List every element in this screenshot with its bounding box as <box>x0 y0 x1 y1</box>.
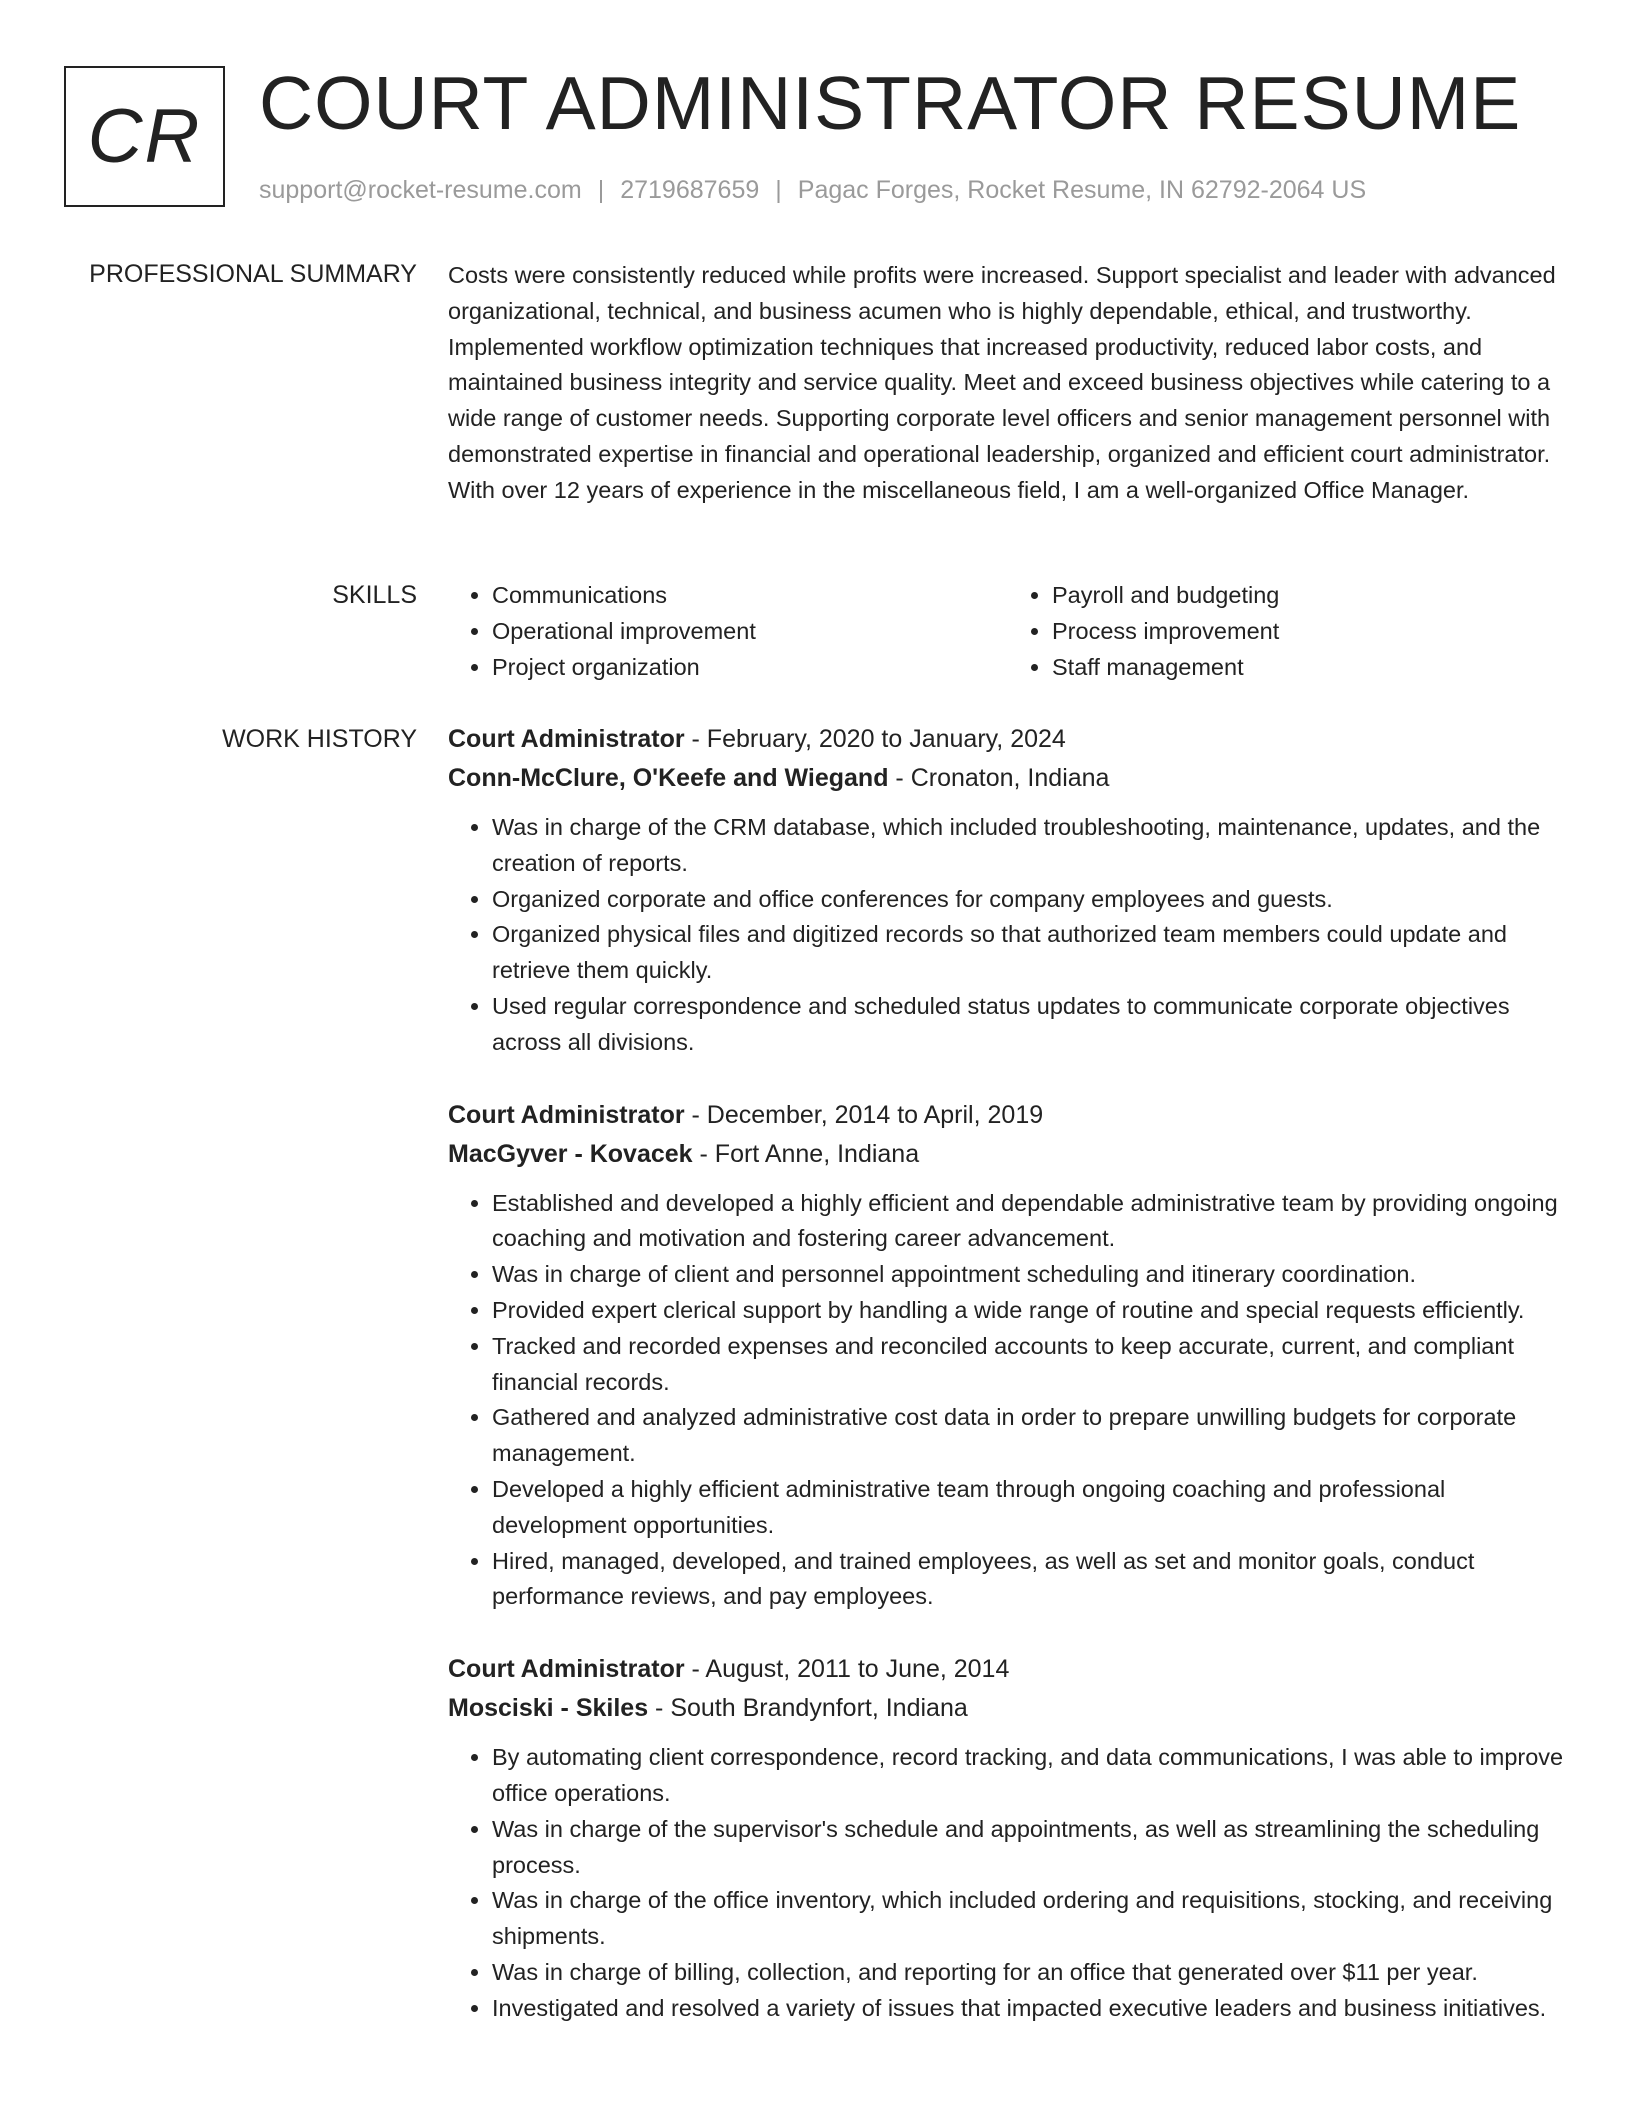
job-bullet: • Was in charge of the supervisor's schedule and appointments, as well as streamlining the scheduling process. <box>492 1812 1568 1884</box>
job-bullets <box>448 810 1568 1061</box>
job-bullet: • Gathered and analyzed administrative cost data in order to prepare unwilling budgets for corporate management. <box>492 1400 1568 1472</box>
summary-heading: PROFESSIONAL SUMMARY <box>89 260 417 288</box>
job-bullet: • Developed a highly efficient administrative team through ongoing coaching and professional development opportunities. <box>492 1472 1568 1544</box>
job-bullet: • Was in charge of the office inventory, which included ordering and requisitions, stocking, and receiving shipments. <box>492 1883 1568 1955</box>
job-bullets <box>448 1740 1568 2026</box>
job-bullet: • Provided expert clerical support by handling a wide range of routine and special requests efficiently. <box>492 1293 1568 1329</box>
job-company-line <box>448 1689 1568 1728</box>
job-bullet: • By automating client correspondence, record tracking, and data communications, I was able to improve office operations. <box>492 1740 1568 1812</box>
summary-section <box>448 258 1568 509</box>
job-bullet: • Organized corporate and office conferences for company employees and guests. <box>492 882 1568 918</box>
contact-address: Pagac Forges, Rocket Resume, IN 62792-2064 US <box>797 176 1367 204</box>
job-location: - South Brandynfort, Indiana <box>648 1694 968 1723</box>
skill-item: • Process improvement <box>1052 614 1568 650</box>
job-bullets <box>448 1186 1568 1616</box>
job-dates: - August, 2011 to June, 2014 <box>684 1655 1010 1684</box>
job-title: Court Administrator <box>448 1100 685 1129</box>
contact-email[interactable]: support@rocket-resume.com <box>259 176 582 204</box>
job-bullet: • Established and developed a highly efficient and dependable administrative team by providing ongoing coaching and motivation and fostering career advancement. <box>492 1186 1568 1258</box>
skills-list-left <box>448 578 1008 685</box>
job-bullet: • Was in charge of client and personnel appointment scheduling and itinerary coordination. <box>492 1257 1568 1293</box>
job-bullet: • Was in charge of the CRM database, which included troubleshooting, maintenance, updates, and the creation of reports. <box>492 810 1568 882</box>
job-entry <box>448 720 1568 1061</box>
work-history-section <box>448 720 1568 2062</box>
skill-item: • Operational improvement <box>492 614 1008 650</box>
contact-phone[interactable]: 2719687659 <box>620 176 760 204</box>
job-company: MacGyver - Kovacek <box>448 1139 693 1168</box>
job-bullet: • Organized physical files and digitized records so that authorized team members could update and retrieve them quickly. <box>492 917 1568 989</box>
job-title-line <box>448 1096 1568 1135</box>
job-bullet: • Investigated and resolved a variety of issues that impacted executive leaders and business initiatives. <box>492 1991 1568 2027</box>
job-bullet: • Was in charge of billing, collection, and reporting for an office that generated over $11 per year. <box>492 1955 1568 1991</box>
job-title-line <box>448 1650 1568 1689</box>
job-dates: - December, 2014 to April, 2019 <box>684 1100 1044 1129</box>
job-company-line <box>448 759 1568 798</box>
job-location: - Fort Anne, Indiana <box>692 1139 920 1168</box>
job-bullet: • Hired, managed, developed, and trained employees, as well as set and monitor goals, conduct performance reviews, and pay employees. <box>492 1544 1568 1616</box>
monogram-badge <box>64 66 225 207</box>
contact-separator: | <box>775 176 782 204</box>
skill-item: • Payroll and budgeting <box>1052 578 1568 614</box>
job-title: Court Administrator <box>448 1655 685 1684</box>
job-title: Court Administrator <box>448 725 685 753</box>
resume-title: COURT ADMINISTRATOR RESUME <box>259 61 1522 145</box>
job-company-line <box>448 1135 1568 1174</box>
job-entry <box>448 1096 1568 1616</box>
skill-item: • Communications <box>492 578 1008 614</box>
skills-heading: SKILLS <box>332 581 417 609</box>
job-bullet: • Tracked and recorded expenses and reconciled accounts to keep accurate, current, and compliant financial records. <box>492 1329 1568 1401</box>
job-dates: - February, 2020 to January, 2024 <box>684 725 1066 753</box>
skills-grid <box>448 578 1568 685</box>
skill-item: • Project organization <box>492 650 1008 686</box>
skill-item: • Staff management <box>1052 650 1568 686</box>
job-entry <box>448 1650 1568 2026</box>
contact-line <box>259 174 1366 206</box>
work-history-heading: WORK HISTORY <box>222 725 417 753</box>
skills-section <box>448 578 1568 685</box>
job-company: Mosciski - Skiles <box>448 1694 649 1723</box>
job-title-line <box>448 720 1568 759</box>
summary-text: Costs were consistently reduced while profits were increased. Support specialist and leader with advanced organizational, technical, and business acumen who is highly dependable, ethical, and trustworthy. Implemented workflow optimization techniques that increased productivity, reduced labor costs, and maintained business integrity and service quality. Meet and exceed business objectives while catering to a wide range of customer needs. Supporting corporate level officers and senior management personnel with demonstrated expertise in financial and operational leadership, organized and efficient court administrator. With over 12 years of experience in the miscellaneous field, I am a well-organized Office Manager. <box>448 262 1556 503</box>
monogram-initials: CR <box>87 94 202 179</box>
skills-list-right <box>1008 578 1568 685</box>
contact-separator: | <box>597 176 605 204</box>
job-bullet: • Used regular correspondence and scheduled status updates to communicate corporate objectives across all divisions. <box>492 989 1568 1061</box>
job-company: Conn-McClure, O'Keefe and Wiegand <box>448 764 889 792</box>
job-location: - Cronaton, Indiana <box>888 764 1110 792</box>
